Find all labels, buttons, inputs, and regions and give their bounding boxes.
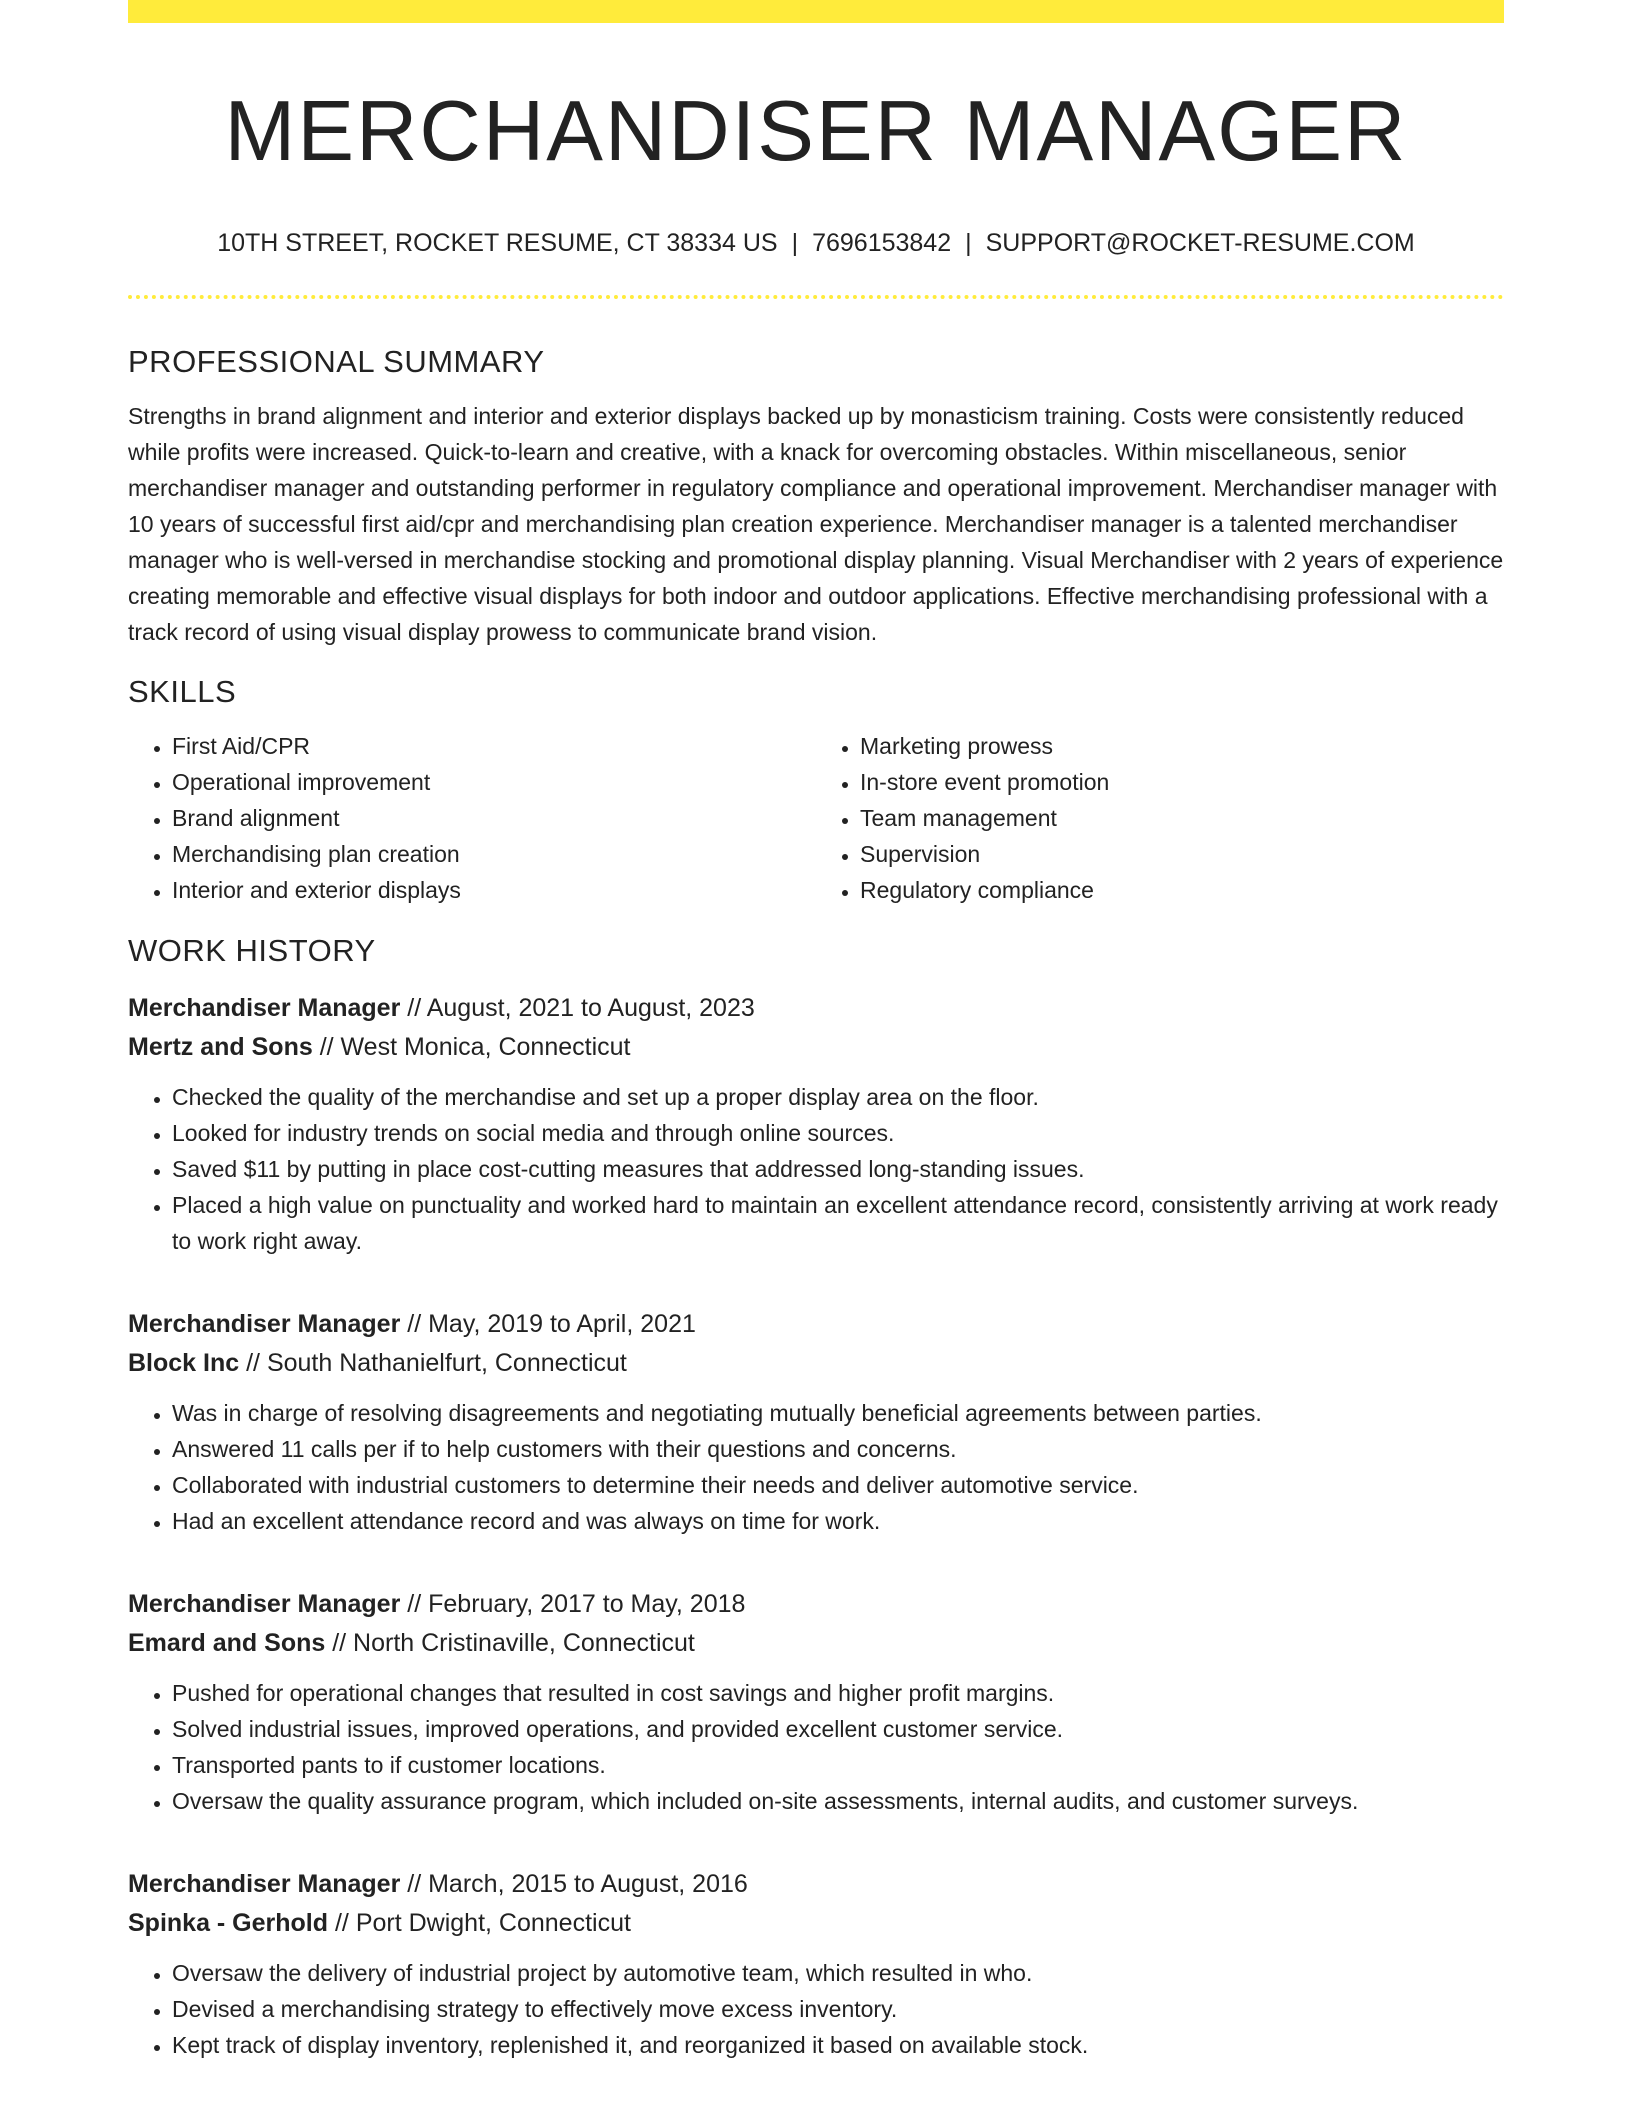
skill-item: • Regulatory compliance	[860, 872, 1504, 908]
job-entry	[128, 1305, 1504, 1539]
contact-line	[128, 227, 1504, 260]
job-bullet: • Placed a high value on punctuality and worked hard to maintain an excellent attendance record, consistently arriving at work ready to work right away.	[172, 1187, 1504, 1259]
job-bullet: • Checked the quality of the merchandise and set up a proper display area on the floor.	[172, 1079, 1504, 1115]
job-title-line	[128, 1865, 1504, 1904]
job-role: Merchandiser Manager	[128, 1870, 401, 1899]
candidate-name: MERCHANDISER MANAGER	[224, 84, 1408, 179]
skill-item: • First Aid/CPR	[172, 728, 816, 764]
summary-heading: PROFESSIONAL SUMMARY	[128, 343, 545, 379]
job-dates: // March, 2015 to August, 2016	[400, 1870, 748, 1899]
job-company-line	[128, 1028, 1504, 1067]
skill-item: • Supervision	[860, 836, 1504, 872]
job-bullets	[128, 1395, 1504, 1539]
job-bullets	[128, 1675, 1504, 1819]
skill-item: • Merchandising plan creation	[172, 836, 816, 872]
job-bullet: • Looked for industry trends on social media and through online sources.	[172, 1115, 1504, 1151]
job-bullet: • Oversaw the delivery of industrial project by automotive team, which resulted in who.	[172, 1955, 1504, 1991]
job-company-line	[128, 1344, 1504, 1383]
job-bullet: • Solved industrial issues, improved operations, and provided excellent customer service.	[172, 1711, 1504, 1747]
job-dates: // August, 2021 to August, 2023	[400, 994, 755, 1023]
job-title-line	[128, 989, 1504, 1028]
skill-item: • Interior and exterior displays	[172, 872, 816, 908]
skill-item: • In-store event promotion	[860, 764, 1504, 800]
job-dates: // February, 2017 to May, 2018	[400, 1590, 746, 1619]
skills-heading: SKILLS	[128, 673, 237, 709]
skills-list	[128, 728, 1504, 908]
contact-address: 10TH STREET, ROCKET RESUME, CT 38334 US	[217, 229, 778, 257]
job-location: // West Monica, Connecticut	[312, 1033, 631, 1062]
contact-phone: 7696153842	[812, 229, 952, 257]
job-role: Merchandiser Manager	[128, 994, 401, 1023]
job-bullet: • Had an excellent attendance record and was always on time for work.	[172, 1503, 1504, 1539]
resume-page	[128, 0, 1504, 2063]
job-bullet: • Saved $11 by putting in place cost-cutting measures that addressed long-standing issues.	[172, 1151, 1504, 1187]
header-divider	[128, 295, 1504, 299]
job-bullet: • Oversaw the quality assurance program, which included on-site assessments, internal audits, and customer surveys.	[172, 1783, 1504, 1819]
job-location: // South Nathanielfurt, Connecticut	[239, 1349, 627, 1378]
job-bullet: • Was in charge of resolving disagreements and negotiating mutually beneficial agreements between parties.	[172, 1395, 1504, 1431]
job-company: Spinka - Gerhold	[128, 1909, 329, 1938]
summary-text: Strengths in brand alignment and interior and exterior displays backed up by monasticism training. Costs were consistently reduced while profits were increased. Quick-to-learn and creative, with a knack for overcoming obstacles. Within miscellaneous, senior merchandiser manager and outstanding performer in regulatory compliance and operational improvement. Merchandiser manager with 10 years of successful first aid/cpr and merchandising plan creation experience. Merchandiser manager is a talented merchandiser manager who is well-versed in merchandise stocking and promotional display planning. Visual Merchandiser with 2 years of experience creating memorable and effective visual displays for both indoor and outdoor applications. Effective merchandising professional with a track record of using visual display prowess to communicate brand vision.	[128, 402, 1504, 645]
job-company: Emard and Sons	[128, 1629, 326, 1658]
job-bullet: • Answered 11 calls per if to help customers with their questions and concerns.	[172, 1431, 1504, 1467]
job-company-line	[128, 1904, 1504, 1943]
job-company: Mertz and Sons	[128, 1033, 313, 1062]
top-accent-bar	[128, 0, 1504, 23]
skill-item: • Brand alignment	[172, 800, 816, 836]
job-bullet: • Devised a merchandising strategy to effectively move excess inventory.	[172, 1991, 1504, 2027]
job-role: Merchandiser Manager	[128, 1310, 401, 1339]
job-title-line	[128, 1585, 1504, 1624]
job-location: // Port Dwight, Connecticut	[328, 1909, 631, 1938]
contact-separator: |	[791, 229, 799, 257]
job-company-line	[128, 1624, 1504, 1663]
job-role: Merchandiser Manager	[128, 1590, 401, 1619]
skills-column-right	[816, 728, 1504, 908]
job-dates: // May, 2019 to April, 2021	[400, 1310, 696, 1339]
job-bullets	[128, 1079, 1504, 1259]
job-title-line	[128, 1305, 1504, 1344]
job-bullet: • Kept track of display inventory, replenished it, and reorganized it based on available stock.	[172, 2027, 1504, 2063]
job-company: Block Inc	[128, 1349, 240, 1378]
job-bullet: • Transported pants to if customer locations.	[172, 1747, 1504, 1783]
skill-item: • Team management	[860, 800, 1504, 836]
skills-column-left	[128, 728, 816, 908]
job-bullet: • Pushed for operational changes that resulted in cost savings and higher profit margins.	[172, 1675, 1504, 1711]
job-entry	[128, 1585, 1504, 1819]
skill-item: • Marketing prowess	[860, 728, 1504, 764]
contact-email: SUPPORT@ROCKET-RESUME.COM	[985, 229, 1415, 257]
job-location: // North Cristinaville, Connecticut	[325, 1629, 695, 1658]
skill-item: • Operational improvement	[172, 764, 816, 800]
work-history-heading: WORK HISTORY	[128, 932, 376, 968]
job-entry	[128, 989, 1504, 1259]
job-bullet: • Collaborated with industrial customers to determine their needs and deliver automotive service.	[172, 1467, 1504, 1503]
job-entry	[128, 1865, 1504, 2063]
job-bullets	[128, 1955, 1504, 2063]
contact-separator: |	[965, 229, 972, 257]
